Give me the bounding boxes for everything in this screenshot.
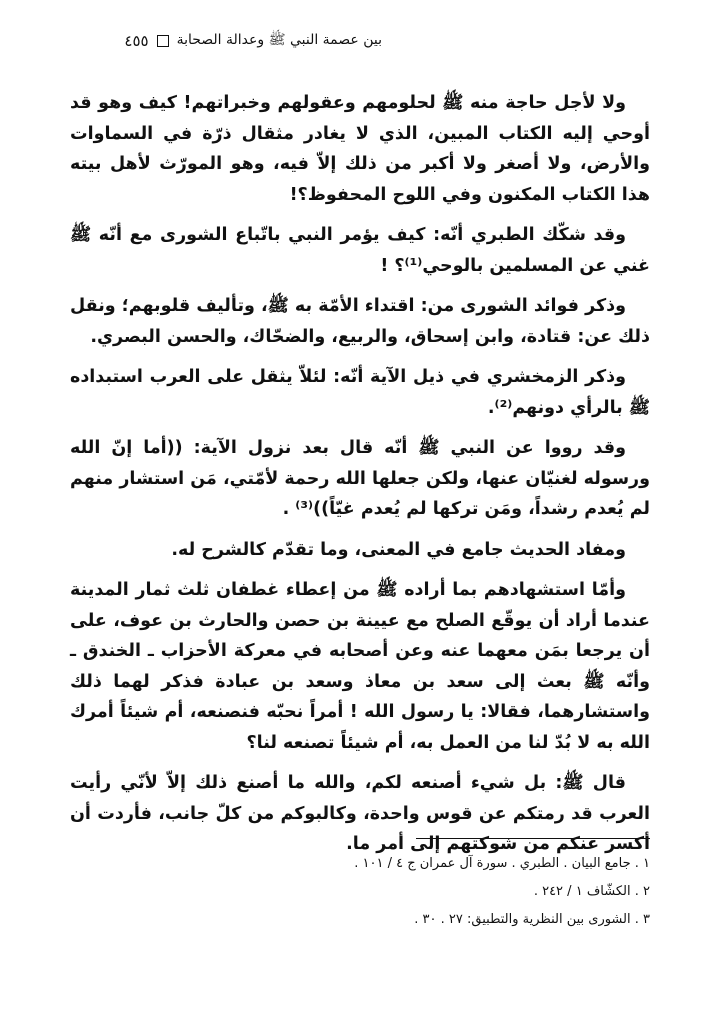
header-box-icon — [157, 35, 169, 47]
paragraph-8: قال ﷺ: بل شيء أصنعه لكم، والله ما أصنع ذلك إلاّ لأنّي رأيت العرب قد رمتكم عن قوس واحدة، وكالبوكم من كلّ جانب، فأردت أن أكسر عنكم من شوكتهم إلى أمر ما. — [70, 773, 650, 854]
page-number: ٤٥٥ — [124, 32, 149, 50]
footnote-1: ١ . جامع البيان . الطبري . سورة آل عمران ج ٤ / ١٠١ . — [354, 856, 650, 871]
paragraph-3: وذكر فوائد الشورى من: اقتداء الأمّة به ﷺ، وتأليف قلوبهم؛ ونقل ذلك عن: قتادة، وابن إسحاق، والربيع، والضحّاك، والحسن البصري. — [70, 296, 650, 347]
paragraph-4: وذكر الزمخشري في ذيل الآية أنّه: لئلاّ يثقل على العرب استبداده ﷺ بالرأي دونهم⁽²⁾. — [70, 367, 650, 418]
paragraph-2: وقد شكّك الطبري أنّه: كيف يؤمر النبي باتّباع الشورى مع أنّه ﷺ غني عن المسلمين بالوحي⁽¹⁾؟ ! — [70, 225, 650, 276]
footnote-3: ٣ . الشورى بين النظرية والتطبيق: ٢٧ . ٣٠ . — [414, 912, 650, 927]
header-title: بين عصمة النبي ﷺ وعدالة الصحابة — [176, 32, 382, 48]
paragraph-6: ومفاد الحديث جامع في المعنى، وما تقدّم كالشرح له. — [171, 539, 626, 560]
footnote-divider — [416, 838, 650, 839]
footnote-2: ٢ . الكشّاف ١ / ٢٤٢ . — [533, 884, 650, 899]
paragraph-5: وقد رووا عن النبي ﷺ أنّه قال بعد نزول الآية: ((أما إنّ الله ورسوله لغنيّان عنها، ولكن جعلها الله رحمة لأمّتي، مَن استشار منهم لم يُعدم رشداً، ومَن تركها لم يُعدم غيّاً))⁽³⁾ . — [70, 438, 650, 519]
running-header — [82, 28, 382, 54]
body-text — [70, 88, 650, 870]
paragraph-1: ولا لأجل حاجة منه ﷺ لحلومهم وعقولهم وخبراتهم! كيف وهو قد أوحي إليه الكتاب المبين، الذي لا يغادر مثقال ذرّة في السماوات والأرض، ولا أصغر ولا أكبر من ذلك إلاّ فيه، وهو المورّث لأهل بيته هذا الكتاب المكنون وفي اللوح المحفوظ؟! — [70, 93, 650, 205]
footnotes — [70, 850, 650, 934]
paragraph-7: وأمّا استشهادهم بما أراده ﷺ من إعطاء غطفان ثلث ثمار المدينة عندما أراد أن يوقّع الصلح مع عيينة بن حصن والحارث بن عوف، على أن يرجعا بمَن معهما عنه وعن أصحابه في معركة الأحزاب ـ الخندق ـ وأنّه ﷺ بعث إلى سعد بن معاذ وسعد بن عبادة فذكر لهما ذلك واستشارهما، فقالا: يا رسول الله ! أمراً نحبّه فنصنعه، أم شيئاً أمرك الله به لا بُدّ لنا من العمل به، أم شيئاً تصنعه لنا؟ — [70, 580, 650, 753]
